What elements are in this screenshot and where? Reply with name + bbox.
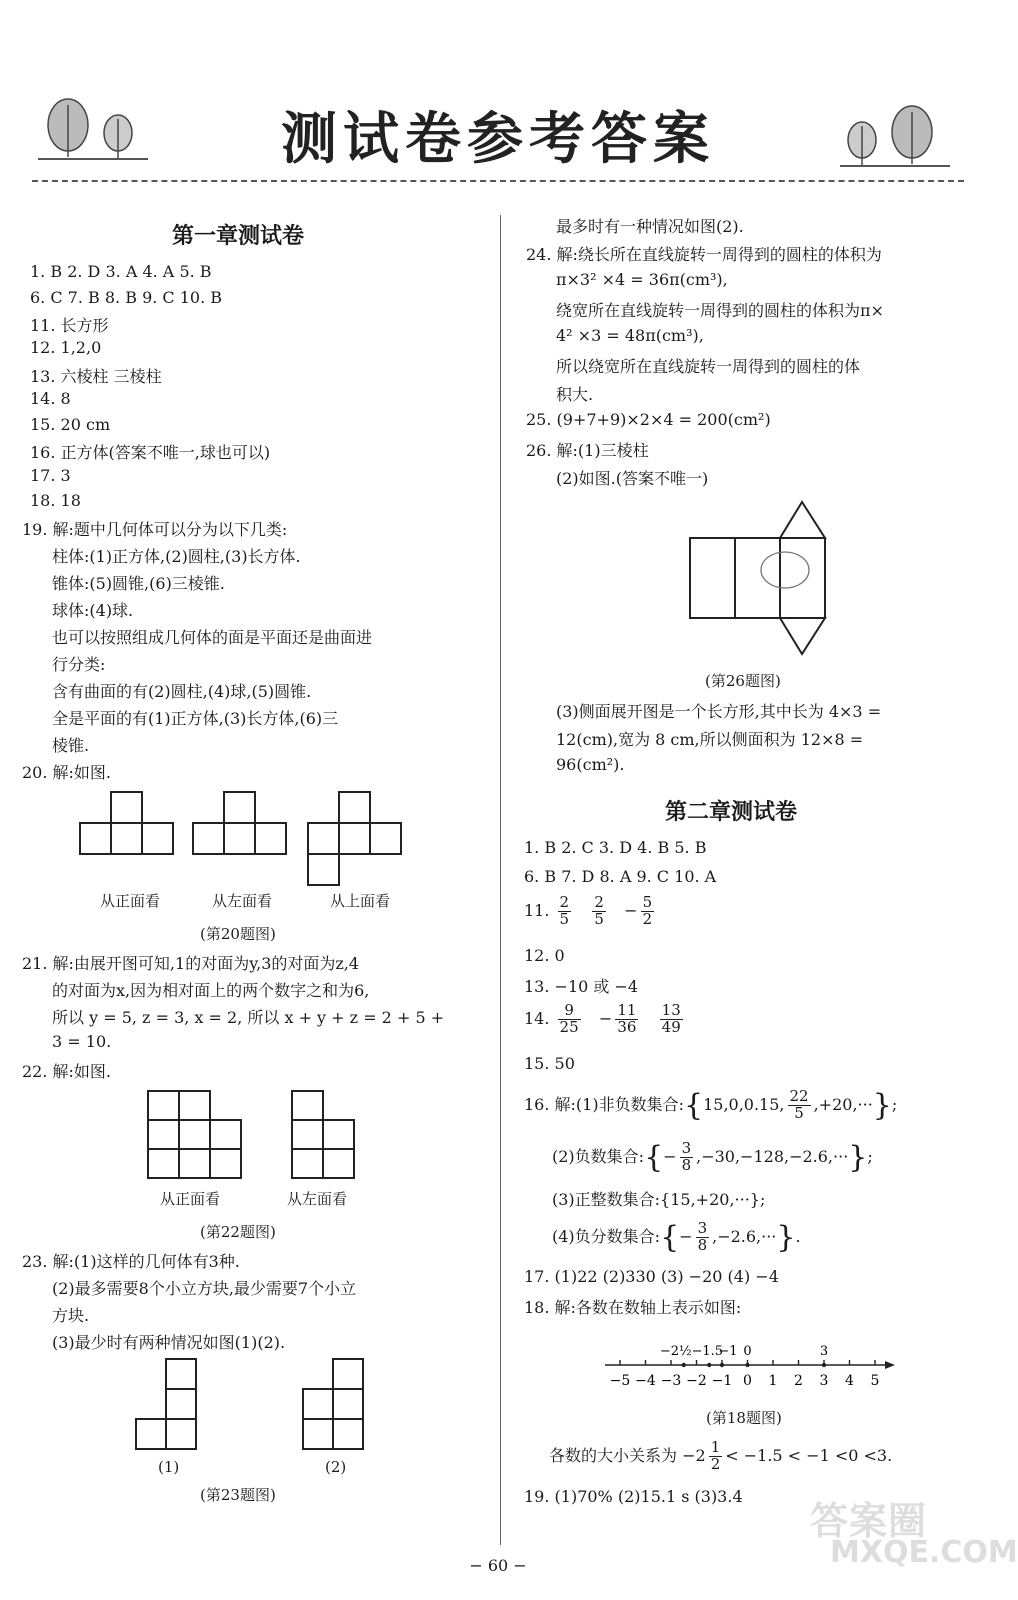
figure-caption: (第18题图) xyxy=(706,1409,782,1427)
number-line-point xyxy=(745,1363,749,1367)
answer-line: 17. (1)22 (2)330 (3) −20 (4) −4 xyxy=(524,1267,779,1286)
q23-continuation: 最多时有一种情况如图(2). xyxy=(556,217,744,236)
fraction: $\frac{2}{5}$ xyxy=(559,893,570,928)
chapter1-title: 第一章测试卷 xyxy=(172,224,305,249)
q23-sub-label: (1) xyxy=(158,1458,180,1476)
number-line-tick-label: −2 xyxy=(686,1373,707,1389)
q19-line: 棱锥. xyxy=(52,736,90,755)
answer-line: 6. B 7. D 8. A 9. C 10. A xyxy=(524,867,717,886)
number-line-tick-label: −5 xyxy=(609,1373,631,1389)
q21-line: 的对面为x,因为相对面上的两个数字之和为6, xyxy=(52,981,370,1000)
q26-line: (2)如图.(答案不唯一) xyxy=(556,469,709,488)
answer-line: 12. 1,2,0 xyxy=(30,338,102,357)
number-line-arrow-icon xyxy=(885,1361,895,1369)
number-line-point-label: −2½ xyxy=(659,1344,692,1359)
q19-line: 行分类: xyxy=(52,655,106,674)
column-divider xyxy=(500,215,501,1545)
q23-line: 23. 解:(1)这样的几何体有3种. xyxy=(22,1252,240,1271)
figure-caption: (第20题图) xyxy=(200,925,276,943)
q21-line: 所以 y = 5, z = 3, x = 2, 所以 x + y + z = 2 + 5 + xyxy=(52,1008,445,1027)
q19-line: 球体:(4)球. xyxy=(52,601,134,620)
chapter2-title: 第二章测试卷 xyxy=(665,800,798,825)
number-line-tick-label: 5 xyxy=(870,1373,880,1389)
q14-line: 14. $\frac{9}{25}$ − $\frac{11}{36}$ $\frac{13}{49}$ xyxy=(524,1001,681,1036)
answer-line: 15. 50 xyxy=(524,1054,575,1073)
answer-line: 17. 3 xyxy=(30,466,71,485)
number-line-point xyxy=(707,1363,711,1367)
fraction: $\frac{9}{25}$ xyxy=(559,1001,579,1036)
q22-view-label: 从左面看 xyxy=(287,1190,348,1208)
q24-line: 24. 解:绕长所在直线旋转一周得到的圆柱的体积为 xyxy=(526,245,882,264)
answer-line: 19. (1)70% (2)15.1 s (3)3.4 xyxy=(524,1487,743,1506)
q24-line: 绕宽所在直线旋转一周得到的圆柱的体积为π× xyxy=(556,301,884,320)
q18-order-line: 各数的大小关系为 −2 $\frac{1}{2}$ < −1.5 < −1 <0 <3. xyxy=(549,1438,893,1473)
q26-net-figure xyxy=(685,498,835,663)
left-view-grid xyxy=(193,792,286,854)
number-line-tick-label: 3 xyxy=(819,1373,829,1389)
q11-line: 11. $\frac{2}{5}$ $\frac{2}{5}$ − $\frac{5}{2}$ xyxy=(524,893,653,928)
front-view-grid xyxy=(80,792,173,854)
number-line-tick-label: −3 xyxy=(660,1373,682,1389)
q24-line: 所以绕宽所在直线旋转一周得到的圆柱的体 xyxy=(556,357,861,376)
number-line-point-label: −1.5 xyxy=(691,1344,724,1359)
q18-line: 18. 解:各数在数轴上表示如图: xyxy=(524,1298,742,1317)
q19-line: 19. 解:题中几何体可以分为以下几类: xyxy=(22,520,288,539)
q24-line: π×3² ×4 = 36π(cm³), xyxy=(556,270,728,289)
number-line-tick-label: 2 xyxy=(794,1373,803,1389)
q21-line: 3 = 10. xyxy=(52,1032,112,1051)
q19-line: 含有曲面的有(2)圆柱,(4)球,(5)圆锥. xyxy=(52,682,312,701)
number-line-point-label: 3 xyxy=(819,1344,829,1359)
q24-line: 4² ×3 = 48π(cm³), xyxy=(556,326,704,345)
q16-line-3: (3)正整数集合:{15,+20,···}; xyxy=(552,1190,766,1209)
q26-line: 12(cm),宽为 8 cm,所以侧面积为 12×8 = xyxy=(556,730,864,749)
answer-line: 12. 0 xyxy=(524,946,565,965)
q20-view-label: 从左面看 xyxy=(212,892,273,910)
page-title: 测试卷参考答案 xyxy=(281,107,715,172)
q23-sub-label: (2) xyxy=(325,1458,347,1476)
answer-line: 13. −10 或 −4 xyxy=(524,977,639,996)
top-view-grid xyxy=(308,792,401,885)
q16-line-2: (2)负数集合:{− $\frac{3}{8}$ ,−30,−128,−2.6,···}; xyxy=(552,1139,873,1175)
q22-front-view-grid xyxy=(148,1091,241,1178)
answer-line: 13. 六棱柱 三棱柱 xyxy=(30,367,162,386)
watermark-text: 答案圈 xyxy=(810,1499,928,1543)
number-line-point-label: −1 xyxy=(718,1344,738,1359)
answer-line: 11. 长方形 xyxy=(30,316,109,335)
q22-left-view-grid xyxy=(292,1091,354,1178)
q16-line-4: (4)负分数集合:{− $\frac{3}{8}$ ,−2.6,···}. xyxy=(552,1219,801,1255)
q19-line: 锥体:(5)圆锥,(6)三棱锥. xyxy=(52,574,225,593)
header-divider xyxy=(32,180,964,182)
prism-net xyxy=(690,502,825,654)
q19-line: 柱体:(1)正方体,(2)圆柱,(3)长方体. xyxy=(52,547,301,566)
q20-view-label: 从上面看 xyxy=(330,892,391,910)
number-line-point xyxy=(822,1363,826,1367)
q19-line: 全是平面的有(1)正方体,(3)长方体,(6)三 xyxy=(52,709,339,728)
q22-views-figure xyxy=(140,1085,370,1185)
number-line-tick-label: −1 xyxy=(711,1373,733,1389)
number-line-tick-label: −4 xyxy=(635,1373,656,1389)
fraction: $\frac{5}{2}$ xyxy=(642,893,653,928)
q20-line: 20. 解:如图. xyxy=(22,763,112,782)
q24-line: 积大. xyxy=(556,385,594,404)
number-line-point xyxy=(720,1363,724,1367)
q19-line: 也可以按照组成几何体的面是平面还是曲面进 xyxy=(52,628,373,647)
number-line-point-label: 0 xyxy=(743,1344,752,1359)
q22-line: 22. 解:如图. xyxy=(22,1062,112,1081)
stamp-mark xyxy=(761,552,809,588)
figure-caption: (第22题图) xyxy=(200,1223,276,1241)
page-number: − 60 − xyxy=(469,1556,527,1575)
fraction: $\frac{13}{49}$ xyxy=(661,1001,681,1036)
fraction: $\frac{2}{5}$ xyxy=(594,893,604,928)
tree-decoration-right-icon xyxy=(840,102,950,176)
q23-figure xyxy=(130,1355,380,1455)
number-line-tick-label: 4 xyxy=(845,1373,854,1389)
answer-line: 14. 8 xyxy=(30,389,71,408)
number-line-tick-label: 1 xyxy=(768,1373,778,1389)
q22-view-label: 从正面看 xyxy=(160,1190,221,1208)
q26-line: (3)侧面展开图是一个长方形,其中长为 4×3 = xyxy=(556,702,882,721)
fraction: $\frac{11}{36}$ xyxy=(617,1001,637,1036)
q21-line: 21. 解:由展开图可知,1的对面为y,3的对面为z,4 xyxy=(22,954,360,973)
q23-line: (2)最多需要8个小立方块,最少需要7个小立 xyxy=(52,1279,357,1298)
figure-caption: (第26题图) xyxy=(705,672,781,690)
answer-line: 18. 18 xyxy=(30,491,81,510)
answer-line: 1. B 2. C 3. D 4. B 5. B xyxy=(524,838,707,857)
q20-views-figure xyxy=(70,785,490,900)
q23-fig2-grid xyxy=(303,1359,363,1449)
number-line-tick-label: 0 xyxy=(743,1373,752,1389)
answer-line: 16. 正方体(答案不唯一,球也可以) xyxy=(30,443,271,462)
q23-fig1-grid xyxy=(136,1359,196,1449)
q23-line: 方块. xyxy=(52,1306,90,1325)
number-line-figure xyxy=(600,1335,900,1395)
answer-line: 15. 20 cm xyxy=(30,415,111,434)
q26-line: 26. 解:(1)三棱柱 xyxy=(526,441,649,460)
q23-line: (3)最少时有两种情况如图(1)(2). xyxy=(52,1333,286,1352)
q20-view-label: 从正面看 xyxy=(100,892,161,910)
watermark-url: MXQE.COM xyxy=(830,1535,1018,1570)
q16-line-1: 16. 解:(1)非负数集合:{15,0,0.15, $\frac{22}{5}$ ,+20,···}; xyxy=(524,1087,898,1123)
q26-line: 96(cm²). xyxy=(556,755,625,774)
q25-line: 25. (9+7+9)×2×4 = 200(cm²) xyxy=(526,410,771,429)
number-line-point xyxy=(682,1363,686,1367)
figure-caption: (第23题图) xyxy=(200,1486,276,1504)
answer-line: 1. B 2. D 3. A 4. A 5. B xyxy=(30,262,212,281)
answer-line: 6. C 7. B 8. B 9. C 10. B xyxy=(30,288,223,307)
